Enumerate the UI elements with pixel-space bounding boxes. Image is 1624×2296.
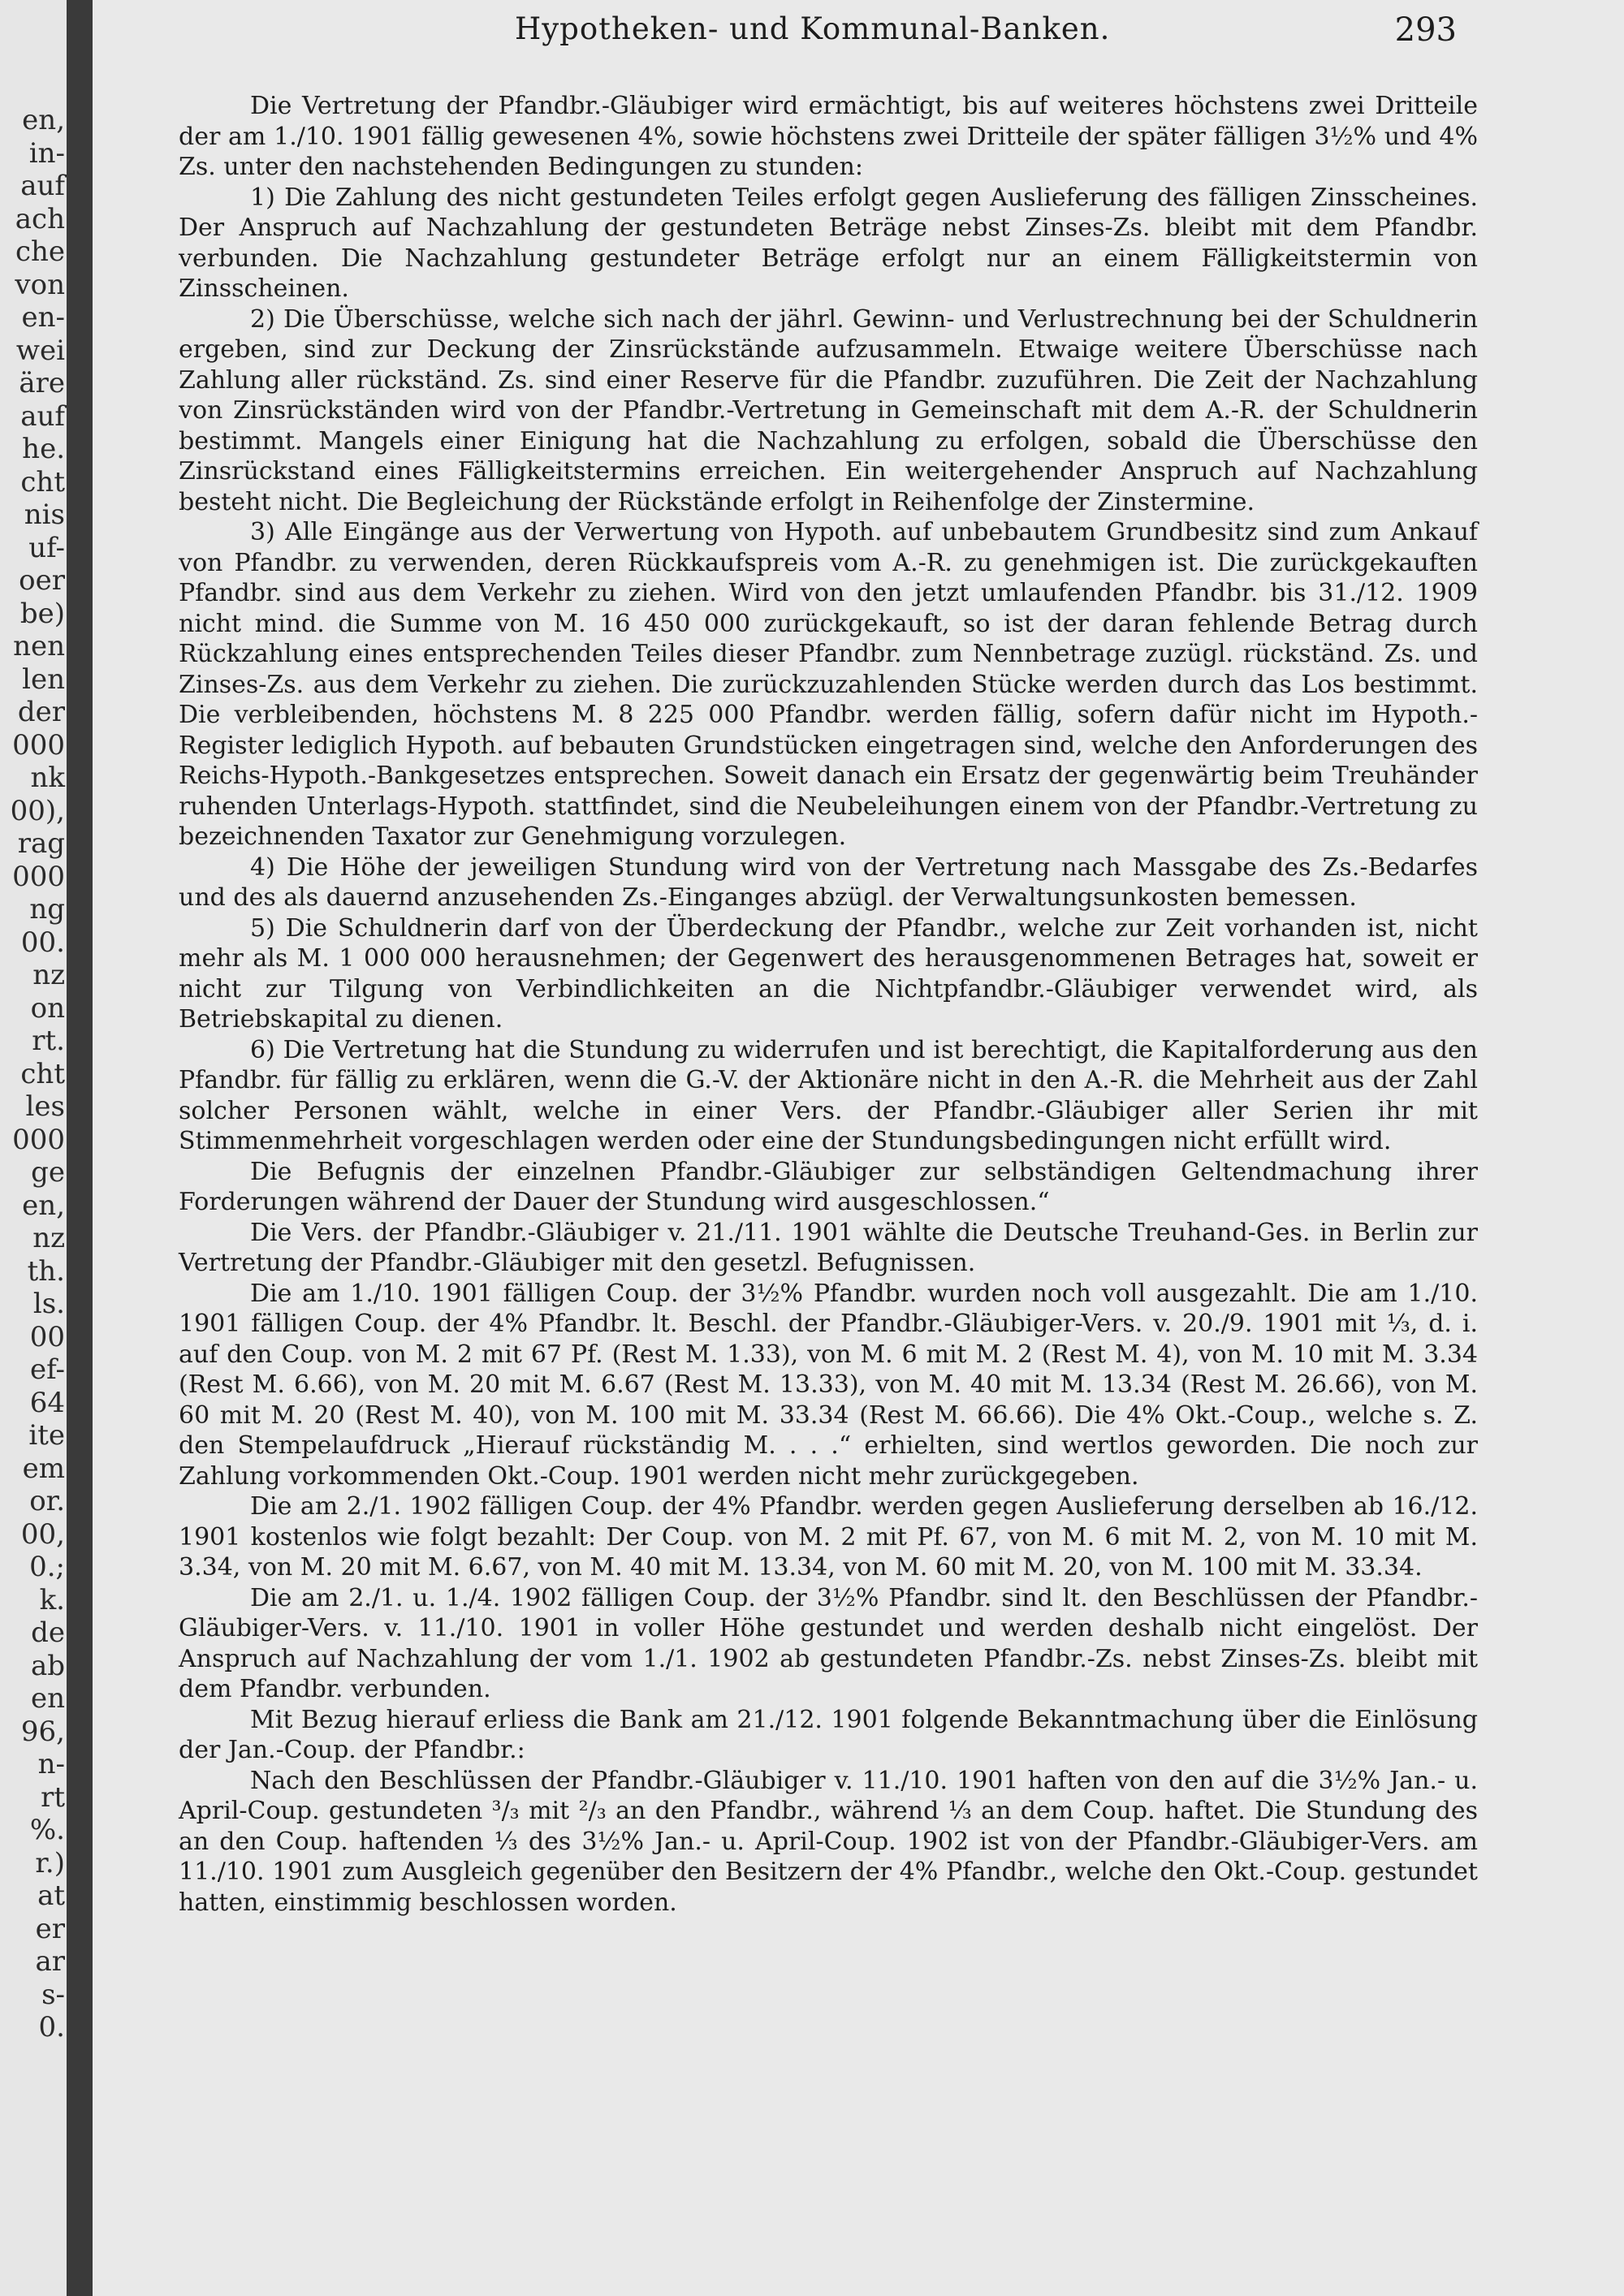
- margin-fragment: at: [37, 1880, 65, 1912]
- margin-fragment: uf-: [28, 531, 65, 564]
- margin-fragment: ls.: [32, 1288, 65, 1320]
- margin-fragment: nen: [13, 630, 65, 662]
- margin-fragment: 00.: [20, 926, 65, 959]
- margin-fragment: nk: [30, 762, 65, 794]
- margin-fragment: nz: [32, 1222, 65, 1254]
- book-gutter: [67, 0, 93, 2296]
- margin-fragment: äre: [19, 367, 65, 399]
- margin-fragment: en-: [21, 301, 65, 334]
- margin-fragment: che: [15, 235, 65, 268]
- margin-fragment: s-: [41, 1978, 65, 2011]
- margin-fragment: en,: [22, 1189, 65, 1222]
- paragraph: Die Befugnis der einzelnen Pfandbr.-Gläubiger zur selbständigen Geltendmachung ihrer Forderungen während der Dauer der Stundung wird ausgeschlossen.“: [179, 1157, 1478, 1216]
- running-head: Hypotheken- und Kommunal-Banken.: [515, 11, 1111, 46]
- margin-fragment: 0.: [38, 2011, 65, 2044]
- margin-fragment: 000: [12, 728, 65, 762]
- paragraph: 5) Die Schuldnerin darf von der Überdeckung der Pfandbr., welche zur Zeit vorhanden ist, nicht mehr als M. 1 000 000 herausnehmen; der Gegenwert des herausgenommenen Betrages hat, soweit er nicht zur Tilgung von Verbindlichkeiten an die Nichtpfandbr.-Gläubiger verwendet wird, als Betriebskapital zu dienen.: [179, 913, 1478, 1034]
- margin-fragment: nis: [24, 498, 65, 531]
- margin-fragment: he.: [22, 433, 65, 465]
- paragraph: Nach den Beschlüssen der Pfandbr.-Gläubiger v. 11./10. 1901 haften von den auf die 3½% Jan.- u. April-Coup. gestundeten ³/₃ mit ²/₃ an den Pfandbr., während ⅓ an dem Coup. haftet. Die Stundung des an den Coup. haftenden ⅓ des 3½% Jan.- u. April-Coup. 1902 ist von der Pfandbr.-Gläubiger-Vers. am 11./10. 1901 zum Ausgleich gegenüber den Besitzern der 4% Pfandbr., welche den Okt.-Coup. gestundet hatten, einstimmig beschlossen worden.: [179, 1766, 1478, 1917]
- margin-fragment: len: [22, 662, 65, 696]
- margin-fragment: de: [31, 1616, 65, 1649]
- margin-fragment: cht: [20, 465, 65, 498]
- margin-fragment: auf: [20, 399, 65, 433]
- margin-fragment: th.: [27, 1254, 65, 1288]
- margin-fragment: ng: [29, 893, 65, 926]
- margin-fragment: wei: [15, 334, 65, 367]
- margin-fragment: or.: [29, 1485, 65, 1517]
- margin-fragment: der: [17, 696, 65, 728]
- paragraph: 3) Alle Eingänge aus der Verwertung von Hypoth. auf unbebautem Grundbesitz sind zum Ankauf von Pfandbr. zu verwenden, deren Rückkaufspreis vom A.-R. zu genehmigen ist. Die zurückgekauften Pfandbr. sind aus dem Verkehr zu ziehen. Wird von den jetzt umlaufenden Pfandbr. bis 31./12. 1909 nicht mind. die Summe von M. 16 450 000 zurückgekauft, so ist der daran fehlende Betrag durch Rückzahlung eines entsprechenden Teiles dieser Pfandbr. zum Nennbetrage zuzügl. rückständ. Zs. und Zinses-Zs. aus dem Verkehr zu ziehen. Die zurückzuzahlenden Stücke werden durch das Los bestimmt. Die verbleibenden, höchstens M. 8 225 000 Pfandbr. werden fällig, sofern dafür nicht im Hypoth.-Register lediglich Hypoth. auf bebauten Grundstücken eingetragen sind, welche den Anforderungen des Reichs-Hypoth.-Bankgesetzes entsprechen. Soweit danach ein Ersatz der gegenwärtig beim Treuhänder ruhenden Unterlags-Hypoth. stattfindet, sind die Neubeleihungen einem von der Pfandbr.-Vertretung zu bezeichnenden Taxator zur Genehmigung vorzulegen.: [179, 518, 1478, 851]
- paragraph: Die Vertretung der Pfandbr.-Gläubiger wird ermächtigt, bis auf weiteres höchstens zwei Dritteile der am 1./10. 1901 fällig gewesenen 4%, sowie höchstens zwei Dritteile der später fälligen 3½% und 4% Zs. unter den nachstehenden Bedingungen zu stunden:: [179, 92, 1478, 181]
- margin-fragment: 64: [29, 1386, 65, 1419]
- margin-fragment: rag: [17, 827, 65, 860]
- paragraph: Mit Bezug hierauf erliess die Bank am 21./12. 1901 folgende Bekanntmachung über die Einlösung der Jan.-Coup. der Pfandbr.:: [179, 1705, 1478, 1764]
- margin-fragment: %.: [29, 1814, 65, 1846]
- margin-fragment: les: [25, 1090, 65, 1123]
- margin-fragment: be): [19, 597, 65, 630]
- page-number: 293: [1394, 11, 1457, 49]
- margin-fragment: r.): [35, 1846, 65, 1880]
- margin-fragment: n-: [37, 1748, 65, 1780]
- paragraph: 2) Die Überschüsse, welche sich nach der jährl. Gewinn- und Verlustrechnung bei der Schuldnerin ergeben, sind zur Deckung der Zinsrückstände aufzusammeln. Etwaige weitere Überschüsse nach Zahlung aller rückständ. Zs. sind einer Reserve für die Pfandbr. zuzuführen. Die Zeit der Nachzahlung von Zinsrückständen wird von der Pfandbr.-Vertretung in Gemeinschaft mit dem A.-R. der Schuldnerin bestimmt. Mangels einer Einigung hat die Nachzahlung zu erfolgen, sobald die Überschüsse den Zinsrückstand eines Fälligkeitstermins erreichen. Ein weitergehender Anspruch auf Nachzahlung besteht nicht. Die Begleichung der Rückstände erfolgt in Reihenfolge der Zinstermine.: [179, 304, 1478, 516]
- margin-fragment: 000: [12, 1123, 65, 1156]
- margin-fragment: ite: [28, 1419, 65, 1452]
- margin-fragment: on: [30, 991, 65, 1025]
- margin-fragment: auf: [20, 170, 65, 202]
- margin-fragment: k.: [39, 1583, 65, 1616]
- paragraph: Die am 1./10. 1901 fälligen Coup. der 3½% Pfandbr. wurden noch voll ausgezahlt. Die am 1./10. 1901 fälligen Coup. der 4% Pfandbr. lt. Beschl. der Pfandbr.-Gläubiger-Vers. v. 20./9. 1901 mit ⅓, d. i. auf den Coup. von M. 2 mit 67 Pf. (Rest M. 1.33), von M. 6 mit M. 2 (Rest M. 4), von M. 10 mit M. 3.34 (Rest M. 6.66), von M. 20 mit M. 6.67 (Rest M. 13.33), von M. 40 mit M. 13.34 (Rest M. 26.66), von M. 60 mit M. 20 (Rest M. 40), von M. 100 mit M. 33.34 (Rest M. 66.66). Die 4% Okt.-Coup., welche s. Z. den Stempelaufdruck „Hierauf rückständig M. . . .“ erhielten, sind wertlos geworden. Die noch zur Zahlung vorkommenden Okt.-Coup. 1901 werden nicht mehr zurückgegeben.: [179, 1279, 1478, 1491]
- margin-fragment: ef-: [30, 1353, 65, 1386]
- margin-fragment: von: [15, 268, 65, 301]
- margin-fragment: ab: [30, 1649, 65, 1682]
- paragraph: 4) Die Höhe der jeweiligen Stundung wird von der Vertretung nach Massgabe des Zs.-Bedarfes und des als dauernd anzusehenden Zs.-Einganges abzügl. der Verwaltungsunkosten bemessen.: [179, 852, 1478, 912]
- margin-fragment: em: [22, 1452, 65, 1485]
- margin-fragment: 96,: [20, 1715, 65, 1748]
- margin-fragment: en,: [22, 104, 65, 136]
- previous-page-margin: [0, 0, 67, 2296]
- margin-fragment: ge: [31, 1156, 65, 1189]
- margin-fragment: rt: [41, 1780, 65, 1814]
- margin-fragment: nz: [32, 959, 65, 991]
- paragraph: Die am 2./1. u. 1./4. 1902 fälligen Coup. der 3½% Pfandbr. sind lt. den Beschlüssen der Pfandbr.-Gläubiger-Vers. v. 11./10. 1901 in voller Höhe gestundet und werden deshalb nicht eingelöst. Der Anspruch auf Nachzahlung der vom 1./1. 1902 ab gestundeten Pfandbr.-Zs. nebst Zinses-Zs. bleibt mit dem Pfandbr. verbunden.: [179, 1583, 1478, 1703]
- margin-fragment: in-: [28, 136, 65, 170]
- body-text: [179, 91, 1478, 1918]
- margin-fragment: er: [35, 1912, 65, 1945]
- paragraph: 6) Die Vertretung hat die Stundung zu widerrufen und ist berechtigt, die Kapitalforderung aus den Pfandbr. für fällig zu erklären, wenn die G.-V. der Aktionäre nicht in den A.-R. die Mehrheit aus der Zahl solcher Personen wählt, welche in einer Vers. der Pfandbr.-Gläubiger aller Serien ihr mit Stimmenmehrheit vorgeschlagen werden oder eine der Stundungsbedingungen nicht erfüllt wird.: [179, 1035, 1478, 1155]
- margin-fragment: rt.: [32, 1025, 65, 1057]
- margin-fragment: 00,: [20, 1517, 65, 1551]
- paragraph: Die am 2./1. 1902 fälligen Coup. der 4% Pfandbr. werden gegen Auslieferung derselben ab 16./12. 1901 kostenlos wie folgt bezahlt: Der Coup. von M. 2 mit Pf. 67, von M. 6 mit M. 2, von M. 10 mit M. 3.34, von M. 20 mit M. 6.67, von M. 40 mit M. 13.34, von M. 60 mit M. 20, von M. 100 mit M. 33.34.: [179, 1492, 1478, 1582]
- margin-fragment: 0.;: [29, 1551, 65, 1583]
- margin-fragment: ar: [35, 1945, 65, 1978]
- margin-fragment: oer: [19, 564, 65, 597]
- paragraph: Die Vers. der Pfandbr.-Gläubiger v. 21./11. 1901 wählte die Deutsche Treuhand-Ges. in Berlin zur Vertretung der Pfandbr.-Gläubiger mit den gesetzl. Befugnissen.: [179, 1218, 1478, 1277]
- margin-fragment: 000: [12, 860, 65, 893]
- margin-fragment: 00: [29, 1320, 65, 1353]
- margin-fragment: ach: [15, 202, 65, 235]
- margin-fragment: cht: [20, 1057, 65, 1090]
- margin-fragment: 00),: [10, 794, 65, 827]
- margin-fragment: en: [30, 1682, 65, 1715]
- page-header: [93, 11, 1489, 58]
- paragraph: 1) Die Zahlung des nicht gestundeten Teiles erfolgt gegen Auslieferung des fälligen Zinsscheines. Der Anspruch auf Nachzahlung der gestundeten Beträge nebst Zinses-Zs. bleibt mit dem Pfandbr. verbunden. Die Nachzahlung gestundeter Beträge erfolgt nur an einem Fälligkeitstermin von Zinsscheinen.: [179, 183, 1478, 303]
